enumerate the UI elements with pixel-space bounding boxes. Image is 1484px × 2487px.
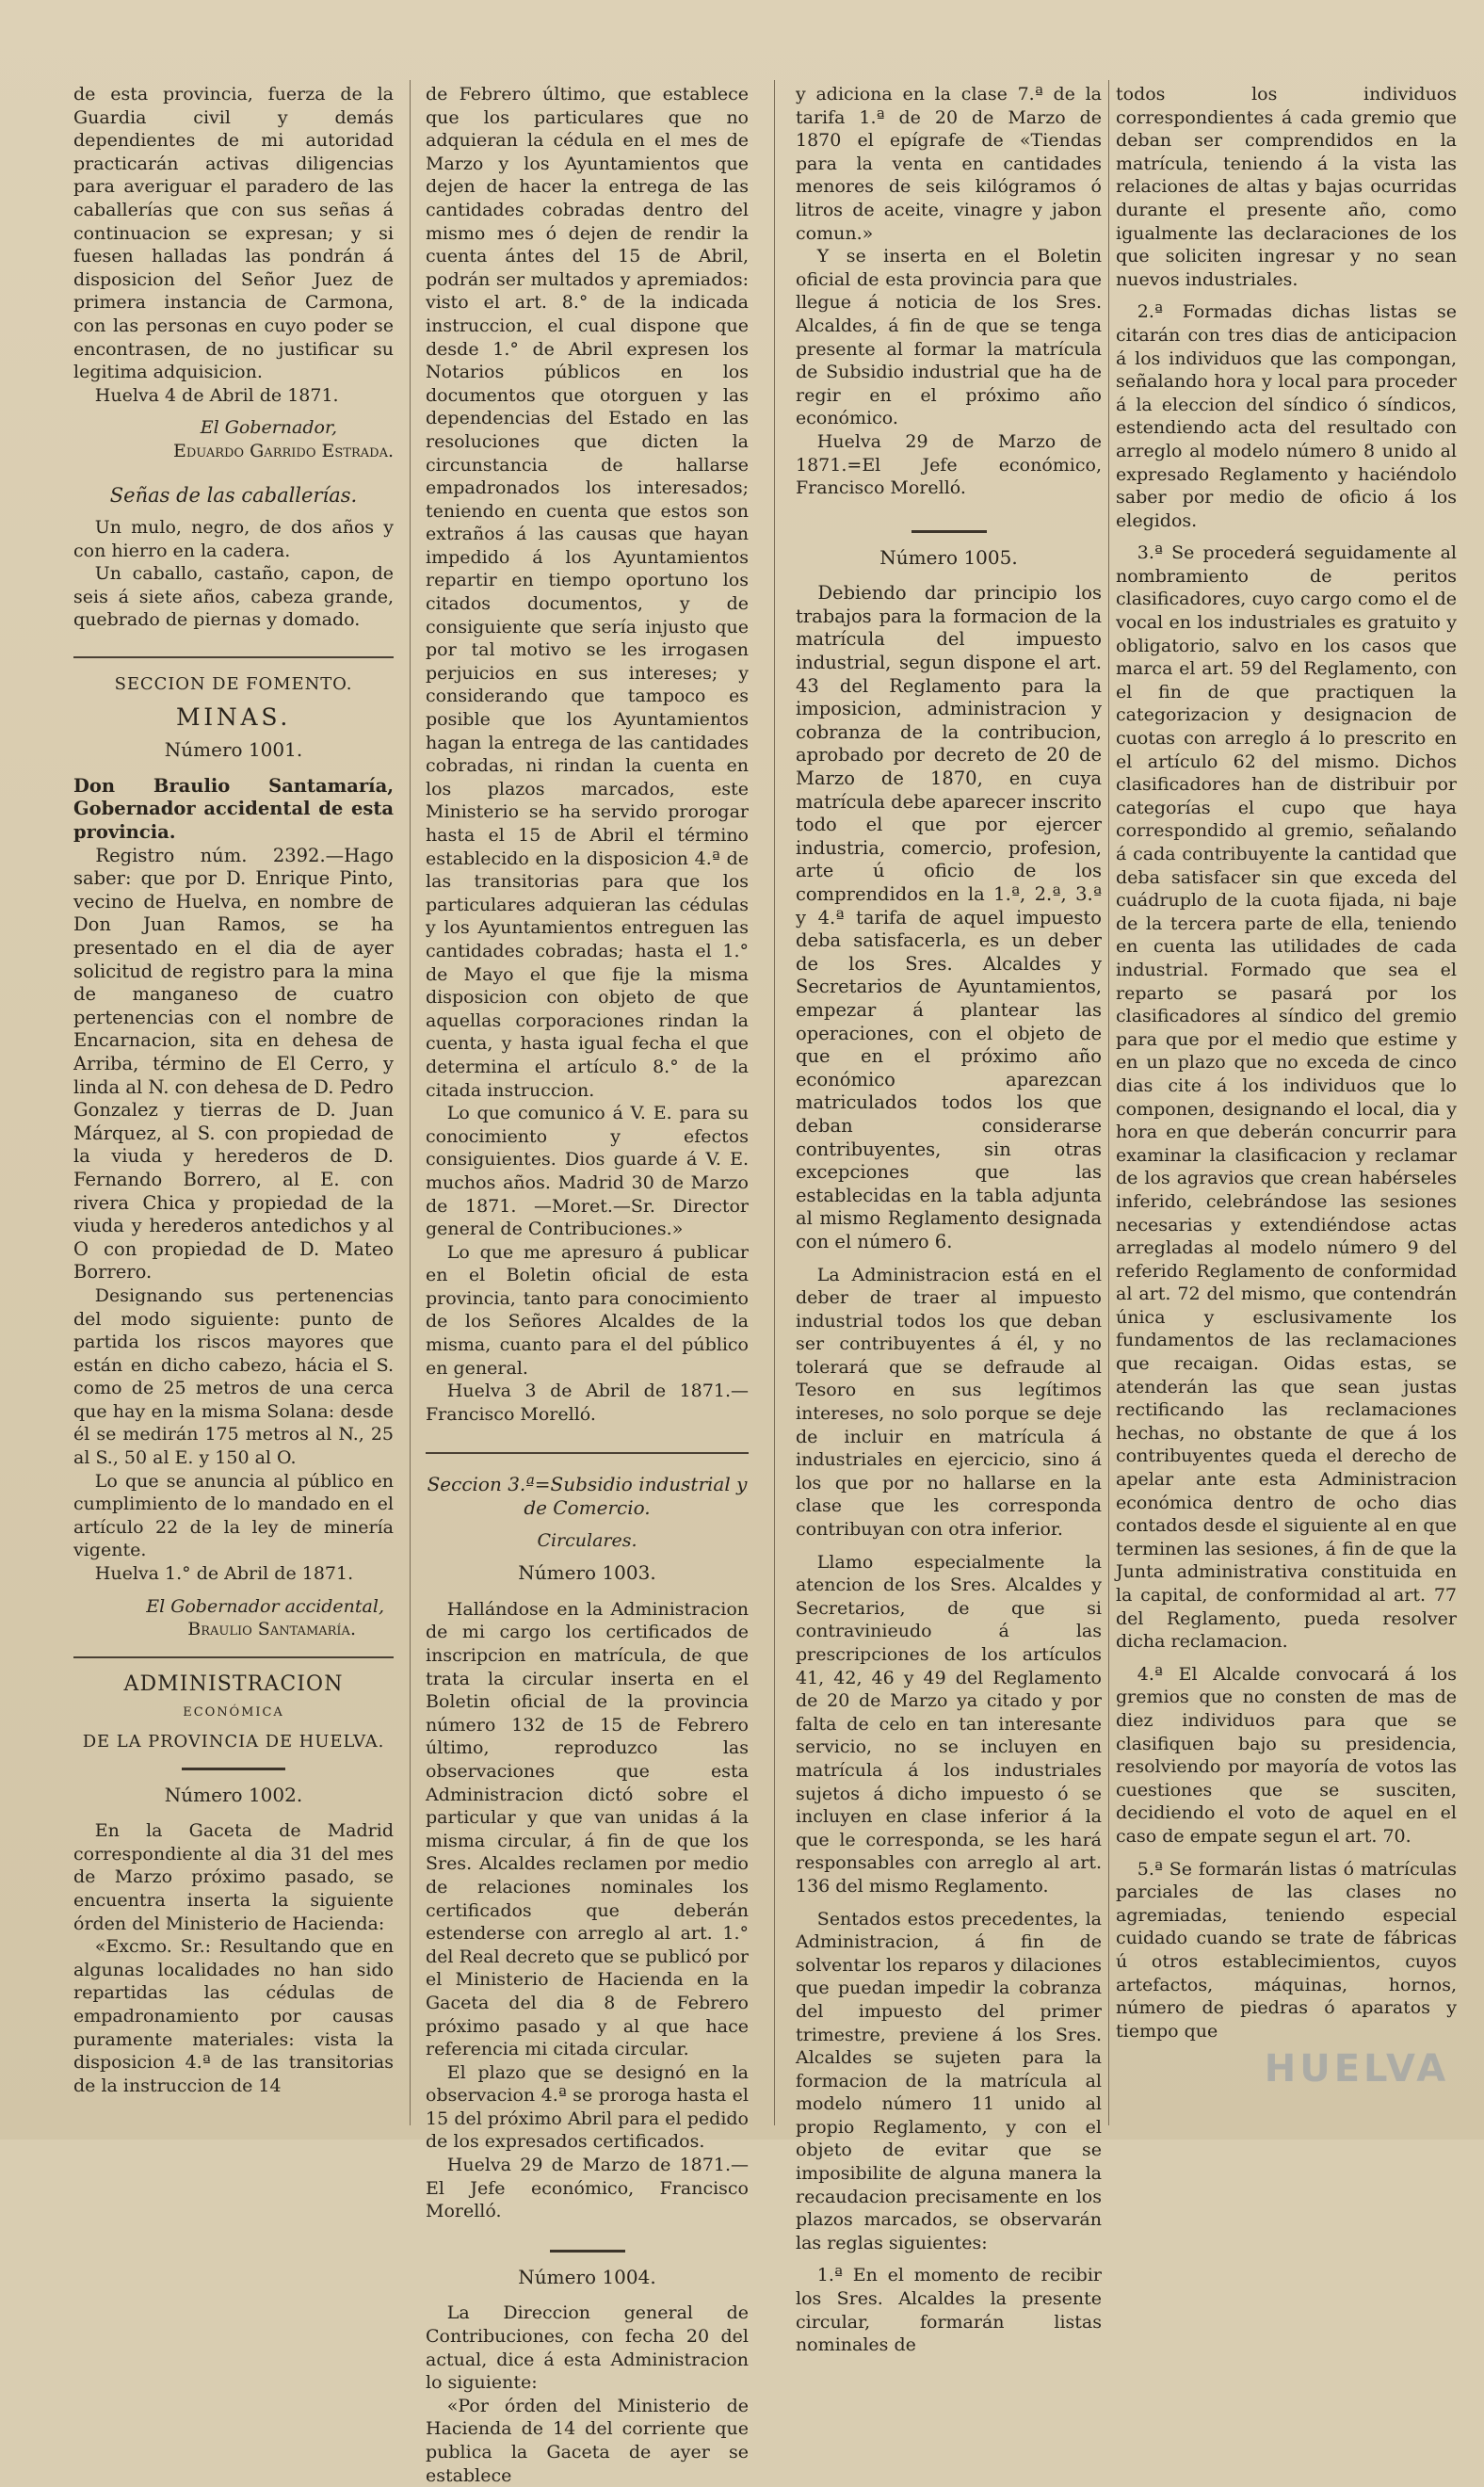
paragraph: todos los individuos correspondientes á cada gremio que deban ser comprendidos en la matrícula, teniendo á la vista las relaciones de altas y bajas ocurridas durante el presente año, como igualmente las declaraciones de los que soliciten ingresar y no sean nuevos industriales. (1116, 84, 1457, 290)
column-1 (73, 83, 394, 2121)
paragraph: 3.ª Se procederá seguidamente al nombramiento de peritos clasificadores, cuyo cargo como el de vocal en los industriales es gratuito y obligatorio, salvo en los casos que marca el art. 59 del Reglamento, con el fin de que practiquen la categorizacion y designacion de cuotas con arreglo á lo prescrito en el artículo 62 del mismo. Dichos clasificadores han de distribuir por categorías el cupo que haya correspondido al gremio, señalando á cada contribuyente la cantidad que deba satisfacer sin que exceda del cuádruplo de la cuota fijada, ni baje de la tercera parte de ella, teniendo en cuenta las utilidades de cada industrial. Formado que sea el reparto se pasará por los clasificadores al síndico del gremio para que por el medio que estime y en un plazo que no exceda de cinco dias cite á los individuos que lo componen, designando el local, dia y hora en que deberán concurrir para examinar la clasificacion y reclamar de los agravios que crean habérseles inferido, celebrándose las sesiones necesarias y extendiéndose actas arregladas al modelo número 9 del referido Reglamento de conformidad al art. 72 del mismo, que contendrán única y esclusivamente los fundamentos de las reclamaciones que recaigan. Oidas estas, se atenderán las que sean justas rectificando las reclamaciones hechas, no obstante de que á los contribuyentes queda el derecho de apelar ante esta Administracion económica dentro de ocho dias contados desde el siguiente al en que terminen las sesiones, á fin de que la Junta administrativa constituida en la capital, de conformidad al art. 77 del Reglamento, pueda resolver dicha reclamacion. (1116, 542, 1457, 1653)
section-heading: ECONÓMICA (183, 1705, 284, 1720)
paragraph: 4.ª El Alcalde convocará á los gremios que no consten de mas de diez individuos para que se clasifiquen bajo su presidencia, resolviendo por mayoría de votos las cuestiones que se susciten, decidiendo el voto de aquel en el caso de empate segun el art. 70. (1116, 1663, 1457, 1847)
notice-number: Número 1001. (164, 738, 303, 762)
paragraph: Lo que me apresuro á publicar en el Boletin oficial de esta provincia, tanto para conocimiento de los Señores Alcaldes de la misma, cuanto para el del público en general. (426, 1241, 749, 1379)
section-heading: Seccion 3.ª=Subsidio industrial y de Comercio. (427, 1473, 748, 1520)
paragraph: Registro núm. 2392.—Hago saber: que por D. Enrique Pinto, vecino de Huelva, en nombre de Don Juan Ramos, se ha presentado en el dia de ayer solicitud de registro para la mina de manganeso de cuatro pertenencias con el nombre de Encarnacion, sita en dehesa de Arriba, término de El Cerro, y linda al N. con dehesa de D. Pedro Gonzalez y tierras de D. Juan Márquez, al S. con propiedad de la viuda y herederos de D. Fernando Borrero, al E. con rivera Chica y propiedad de la viuda y herederos antedichos y al O con propiedad de D. Mateo Borrero. (73, 844, 394, 1284)
column-rule (410, 80, 411, 2125)
paragraph: «Excmo. Sr.: Resultando que en algunas localidades no han sido repartidas las cédulas de empadronamiento por causas puramente materiales: vista la disposicion 4.ª de las transitorias de la instruccion de 14 (73, 1936, 394, 2096)
section-divider (73, 1656, 394, 1658)
paragraph: En la Gaceta de Madrid correspondiente al dia 31 del mes de Marzo próximo pasado, se encuentra inserta la siguiente órden del Ministerio de Hacienda: (73, 1820, 394, 1934)
column-4 (1116, 83, 1457, 2121)
section-heading: DE LA PROVINCIA DE HUELVA. (82, 1732, 385, 1752)
paragraph: Sentados estos precedentes, la Administracion, á fin de solventar los reparos y dilaciones que puedan impedir la cobranza del impuesto del primer trimestre, previene á los Sres. Alcaldes se sujeten para la formacion de la matrícula al modelo número 11 unido al propio Reglamento, y con el objeto de evitar que se imposibilite de alguna manera la recaudacion precisamente en los plazos marcados, se observarán las reglas siguientes: (796, 1908, 1102, 2253)
signature-name: Braulio Santamaría. (187, 1619, 356, 1640)
paragraph: Huelva 3 de Abril de 1871.—Francisco Morelló. (426, 1381, 749, 1425)
ornament-rule (182, 1768, 285, 1770)
notice-number: Número 1004. (518, 2265, 656, 2288)
notice-number: Número 1005. (879, 545, 1018, 569)
paragraph: Huelva 29 de Marzo de 1871.=El Jefe económico, Francisco Morelló. (796, 430, 1102, 499)
paragraph: Un mulo, negro, de dos años y con hierro en la cadera. (73, 517, 394, 561)
paragraph: Un caballo, castaño, capon, de seis á siete años, cabeza grande, quebrado de piernas y domado. (73, 563, 394, 631)
notice-number: Número 1003. (518, 1561, 656, 1585)
signature-name: Eduardo Garrido Estrada. (172, 440, 394, 461)
paragraph: El plazo que se designó en la observacion 4.ª se proroga hasta el 15 del próximo Abril para el pedido de los expresados certificados. (426, 2061, 749, 2153)
notice-number: Número 1002. (164, 1783, 303, 1806)
section-subtitle: Señas de las caballerías. (109, 483, 358, 507)
paragraph: Designando sus pertenencias del modo siguiente: punto de partida los riscos mayores que están en dicho cabezo, hácia el S. como de 25 metros de una cerca que hay en la misma Solana: desde él se medirán 175 metros al N., 25 al S., 50 al E. y 150 al O. (73, 1284, 394, 1469)
section-divider (73, 656, 394, 658)
paragraph: Hallándose en la Administracion de mi cargo los certificados de inscripcion en matrícula, de que trata la circular inserta en el Boletin oficial de la provincia número 132 de 15 de Febrero último, reproduzco las observaciones que esta Administracion dictó sobre el particular y que van unidas á la misma circular, á fin de que los Sres. Alcaldes reclamen por medio de relaciones nominales los certificados que deberán estenderse con arreglo al art. 1.° del Real decreto que se publicó por el Ministerio de Hacienda en la Gaceta del dia 8 de Febrero próximo pasado y al que hace referencia mi citada circular. (426, 1598, 749, 2060)
paragraph: La Administracion está en el deber de traer al impuesto industrial todos los que deban ser contribuyentes á él, y no tolerará que se defraude al Tesoro en sus legítimos intereses, no solo porque se deje de incluir en matrícula á industriales en ejercicio, sino á los que por no hallarse en la clase que les corresponda contribuyan con otra inferior. (796, 1264, 1102, 1541)
signature-title: El Gobernador accidental, (146, 1595, 384, 1617)
paragraph: Lo que comunico á V. E. para su conocimiento y efectos consiguientes. Dios guarde á V. E. muchos años. Madrid 30 de Marzo de 1871. —Moret.—Sr. Director general de Contribuciones.» (426, 1103, 749, 1240)
section-divider (426, 1452, 749, 1454)
paragraph: La Direccion general de Contribuciones, con fecha 20 del actual, dice á esta Administracion lo siguiente: (426, 2302, 749, 2394)
paragraph: Llamo especialmente la atencion de los Sres. Alcaldes y Secretarios, de que si contravinieudo á las prescripciones de los artículos 41, 42, 46 y 49 del Reglamento de 20 de Marzo ya citado y por falta de celo en tan interesante servicio, no se incluyen en matrícula á los industriales sujetos á dicho impuesto ó se incluyen en clase inferior á la que le corresponda, se les hará responsables con arreglo al art. 136 del mismo Reglamento. (796, 1551, 1102, 1897)
paragraph: de Febrero último, que establece que los particulares que no adquieran la cédula en el mes de Marzo y los Ayuntamientos que dejen de hacer la entrega de las cantidades cobradas dentro del mismo mes ó dejen de rendir la cuenta ántes del 15 de Abril, podrán ser multados y apremiados: visto el art. 8.° de la indicada instruccion, el cual dispone que desde 1.° de Abril expresen los Notarios públicos en los documentos que otorguen y las dependencias del Estado en las resoluciones que dicten la circunstancia de hallarse empadronados los interesados; teniendo en cuenta que estos son extraños á las causas que hayan impedido á los Ayuntamientos repartir en tiempo oportuno los citados documentos, y de consiguiente que sería injusto que por tal motivo se les irrogasen perjuicios en sus intereses; y considerando que tampoco es posible que los Ayuntamientos hagan la entrega de las cantidades cobradas, ni rindan la cuenta en los plazos marcados, este Ministerio se ha servido prorogar hasta el 15 de Abril el término establecido en la disposicion 4.ª de las transitorias para que los particulares adquieran las cédulas y los Ayuntamientos entreguen las cantidades cobradas; hasta el 1.° de Mayo el que fije la misma disposicion con objeto de que aquellas corporaciones rindan la cuenta, y hasta igual fecha el que determina el artículo 8.° de la citada instruccion. (426, 84, 749, 1101)
signature-title: El Gobernador, (200, 417, 337, 439)
section-heading: MINAS. (175, 702, 292, 731)
ornament-rule (911, 530, 987, 533)
section-heading: SECCION DE FOMENTO. (114, 674, 353, 695)
library-watermark: HUELVA (1264, 2047, 1450, 2091)
paragraph: Lo que se anuncia al público en cumplimiento de lo mandado en el artículo 22 de la ley de minería vigente. (73, 1470, 394, 1561)
paragraph: «Por órden del Ministerio de Hacienda de 14 del corriente que publica la Gaceta de ayer se establece (426, 2395, 749, 2486)
column-2 (426, 83, 749, 2486)
paragraph: Y se inserta en el Boletin oficial de esta provincia para que llegue á noticia de los Sres. Alcaldes, á fin de que se tenga presente al formar la matrícula de Subsidio industrial que ha de regir en el próximo año económico. (796, 246, 1102, 429)
column-3 (796, 83, 1102, 2356)
paragraph: 2.ª Formadas dichas listas se citarán con tres dias de anticipacion á los individuos que las compongan, señalando hora y local para proceder á la eleccion del síndico ó síndicos, estendiendo acta del resultado con arreglo al modelo número 8 unido al expresado Reglamento y haciéndolo saber por medio de oficio á los elegidos. (1116, 301, 1457, 531)
date-line: Huelva 1.° de Abril de 1871. (94, 1563, 354, 1585)
paragraph: y adiciona en la clase 7.ª de la tarifa 1.ª de 20 de Marzo de 1870 el epígrafe de «Tiendas para la venta en cantidades menores de seis kilógramos ó litros de aceite, vinagre y jabon comun.» (796, 84, 1102, 244)
ornament-rule (550, 2250, 625, 2253)
column-rule (774, 80, 775, 2125)
date-line: Huelva 4 de Abril de 1871. (94, 384, 339, 406)
column-rule (1108, 80, 1109, 2125)
paragraph: Don Braulio Santamaría, Gobernador accidental de esta provincia. (73, 774, 394, 844)
paragraph: de esta provincia, fuerza de la Guardia civil y demás dependientes de mi autoridad practicarán activas diligencias para averiguar el paradero de las caballerías que con sus señas á continuacion se expresan; y si fuesen halladas las pondrán á disposicion del Señor Juez de primera instancia de Carmona, con las personas en cuyo poder se encontrasen, de no justificar su legitima adquisicion. (73, 84, 394, 383)
paragraph: Debiendo dar principio los trabajos para la formacion de la matrícula del impuesto industrial, segun dispone el art. 43 del Reglamento para la imposicion, administracion y cobranza de la contribucion, aprobado por decreto de 20 de Marzo de 1870, en cuya matrícula debe aparecer inscrito todo el que por ejercer industria, comercio, profesion, arte ú oficio de los comprendidos en la 1.ª, 2.ª, 3.ª y 4.ª tarifa de aquel impuesto deba satisfacerla, es un deber de los Sres. Alcaldes y Secretarios de Ayuntamientos, empezar á plantear las operaciones, con el objeto de que en el próximo año económico aparezcan matriculados todos los que deban considerarse contribuyentes, sin otras excepciones que las establecidas en la tabla adjunta al mismo Reglamento designada con el número 6. (796, 582, 1102, 1252)
section-heading: ADMINISTRACION (123, 1671, 344, 1696)
paragraph: 1.ª En el momento de recibir los Sres. Alcaldes la presente circular, formarán listas nominales de (796, 2265, 1102, 2356)
section-subtitle: Circulares. (537, 1529, 637, 1551)
paragraph: Huelva 29 de Marzo de 1871.—El Jefe económico, Francisco Morelló. (426, 2155, 749, 2222)
paragraph: 5.ª Se formarán listas ó matrículas parciales de las clases no agremiadas, teniendo especial cuidado cuando se trate de fábricas ú otros establecimientos, cuyos artefactos, máquinas, hornos, número de piedras ó aparatos y tiempo que (1116, 1858, 1457, 2042)
